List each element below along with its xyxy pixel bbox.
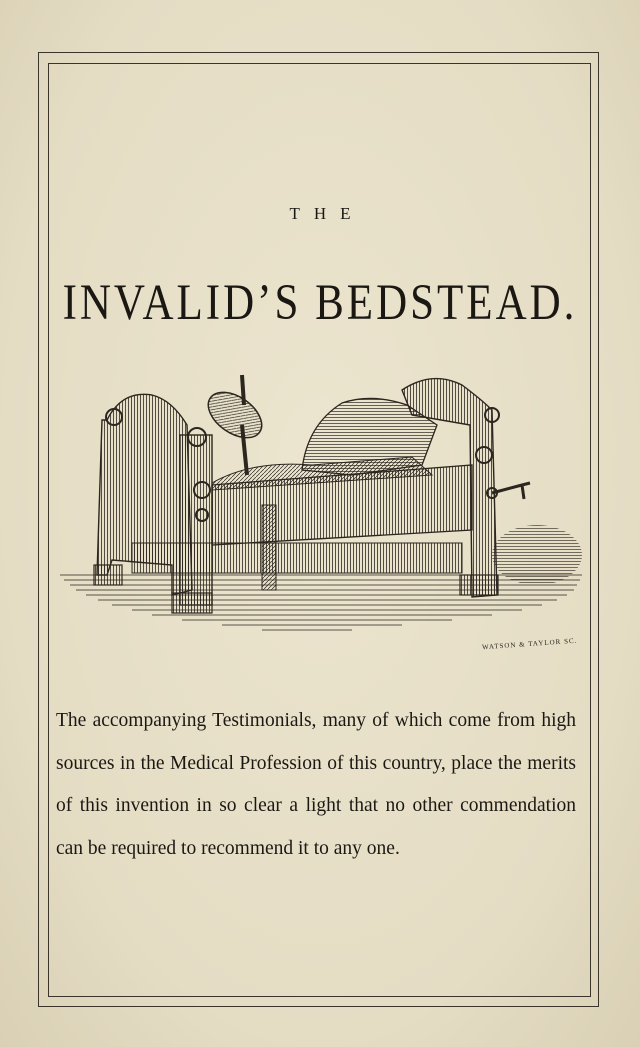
crank-handle xyxy=(492,483,530,499)
title-kicker: THE xyxy=(289,204,365,223)
front-post xyxy=(180,435,212,605)
floor-shadow xyxy=(60,575,582,630)
page-title: INVALID’S BEDSTEAD. xyxy=(62,275,578,331)
body-paragraph: The accompanying Testimonials, many of which come from high sources in the Medical Profession of this country, place the merits of this invention in so clear a light that no other commendation can be required to recommend it to any one. xyxy=(56,710,576,859)
engraver-signature: WATSON & TAYLOR SC. xyxy=(481,636,578,652)
right-shadow xyxy=(492,525,582,585)
bedstead-engraving xyxy=(52,365,592,665)
center-strap xyxy=(262,505,276,590)
